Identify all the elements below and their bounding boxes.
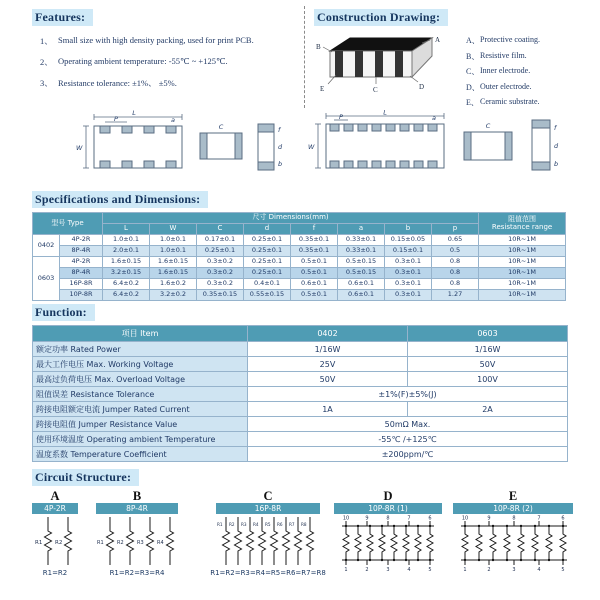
spec-cell: 0.3±0.1 [385, 279, 432, 290]
function-row [33, 447, 568, 462]
legend-key: C、 [466, 67, 480, 76]
spec-row [33, 235, 566, 246]
spec-cell: 1.6±0.15 [150, 257, 197, 268]
col-header: a [338, 224, 385, 235]
legend-text: Ceramic substrate. [480, 97, 540, 106]
spec-row [33, 290, 566, 301]
pin-number: 7 [407, 515, 411, 522]
spec-row [33, 268, 566, 279]
spec-cell: 6.4±0.2 [103, 279, 150, 290]
resistor-label: R2 [55, 540, 63, 546]
spec-cell: 0.5±0.15 [338, 257, 385, 268]
spec-cell: 0.55±0.15 [244, 290, 291, 301]
function-row [33, 372, 568, 387]
resistor-label: R2 [229, 522, 235, 527]
dim-label-C: C [485, 122, 491, 130]
pin-number: 10 [342, 515, 350, 522]
feature-item [32, 77, 300, 89]
features-section [32, 8, 300, 89]
spec-cell: 0.25±0.1 [197, 246, 244, 257]
function-value: 100V [408, 372, 568, 387]
col-header: b [385, 224, 432, 235]
function-row [33, 357, 568, 372]
spec-cell: 0.17±0.1 [197, 235, 244, 246]
feature-number: 1、 [40, 36, 53, 46]
function-row [33, 342, 568, 357]
pin-number: 9 [365, 515, 369, 522]
circuit-diagram-10p-8r-1 [334, 514, 442, 572]
spec-type-cell: 8P-4R [60, 246, 103, 257]
spec-cell: 0.3±0.1 [385, 257, 432, 268]
section-divider [304, 6, 305, 108]
construction-section [314, 8, 578, 113]
resistor-label: R8 [301, 522, 307, 527]
resistor-label: R7 [289, 522, 295, 527]
circuit-diagram-16p-8r [216, 514, 320, 568]
spec-cell: 1.0±0.1 [150, 246, 197, 257]
spec-cell: 1.6±0.2 [150, 279, 197, 290]
spec-cell: 0.5±0.1 [291, 257, 338, 268]
dim-label-a: a [432, 114, 436, 122]
callout-c: C [373, 86, 378, 93]
spec-cell: 3.2±0.2 [150, 290, 197, 301]
spec-range-cell: 10R~1M [479, 235, 566, 246]
chip-construction-drawing [314, 29, 462, 93]
spec-cell: 0.6±0.1 [291, 279, 338, 290]
legend-key: A、 [466, 36, 480, 45]
pin-number: 8 [386, 515, 390, 522]
spec-cell: 0.3±0.2 [197, 257, 244, 268]
column-type-header: 10P-8R (2) [453, 503, 573, 514]
resistor-label: R1 [217, 522, 223, 527]
function-value: 50V [248, 372, 408, 387]
resistor-label: R1 [97, 540, 104, 546]
spec-cell: 0.5±0.15 [338, 268, 385, 279]
function-row [33, 432, 568, 447]
spec-cell: 0.33±0.1 [338, 246, 385, 257]
function-label: 跨接电阻额定电流 Jumper Rated Current [33, 402, 248, 417]
column-letter: A [50, 489, 60, 503]
function-row [33, 402, 568, 417]
spec-cell: 1.0±0.1 [103, 235, 150, 246]
legend-item [466, 51, 540, 62]
feature-item [32, 35, 300, 47]
pin-number: 6 [428, 515, 432, 522]
function-row [33, 417, 568, 432]
function-value: 50mΩ Max. [248, 417, 568, 432]
spec-row [33, 279, 566, 290]
function-header-row [33, 326, 568, 342]
function-value: ±1%(F)±5%(J) [248, 387, 568, 402]
col-0603-header: 0603 [408, 326, 568, 342]
column-type-header: 4P-2R [32, 503, 78, 514]
resistor-label: R1 [35, 540, 43, 546]
range-header-cell [479, 213, 566, 235]
legend-key: B、 [466, 51, 480, 61]
item-header-cell: 项目 Item [33, 326, 248, 342]
legend-text: Inner electrode. [480, 66, 531, 75]
legend-item [466, 35, 540, 46]
spec-cell: 0.3±0.1 [385, 268, 432, 279]
function-value: 2A [408, 402, 568, 417]
spec-cell: 0.25±0.1 [244, 246, 291, 257]
dimension-drawing-left [52, 108, 292, 188]
legend-text: Outer electrode. [480, 81, 532, 91]
legend-item [466, 97, 540, 108]
column-letter: C [263, 489, 273, 503]
dim-label-P: P [114, 115, 118, 123]
circuit-structure-section [32, 468, 580, 577]
construction-title: Construction Drawing: [314, 9, 448, 26]
legend-item [466, 66, 540, 77]
dimension-drawing-right [298, 108, 570, 188]
callout-a: A [435, 36, 441, 44]
pin-number: 8 [512, 515, 516, 522]
resistor-label: R4 [253, 522, 259, 527]
circuit-column-a [32, 489, 78, 577]
function-value: ±200ppm/℃ [248, 447, 568, 462]
legend-key: D、 [466, 82, 480, 92]
column-type-header: 10P-8R (1) [334, 503, 442, 514]
dim-label-b: b [278, 160, 283, 168]
function-label: 额定功率 Rated Power [33, 342, 248, 357]
function-label: 阻值误差 Resistance Tolerance [33, 387, 248, 402]
dim-label-d: d [278, 143, 283, 151]
circuit-diagram-8p-4r [96, 514, 178, 568]
pin-number: 6 [561, 515, 565, 522]
col-header: p [432, 224, 479, 235]
pin-number: 10 [461, 515, 469, 522]
column-letter: B [132, 489, 142, 503]
col-header: d [244, 224, 291, 235]
pin-number: 3 [386, 567, 390, 572]
pin-number: 4 [537, 567, 541, 572]
spec-cell: 0.15±0.1 [385, 246, 432, 257]
spec-cell: 6.4±0.2 [103, 290, 150, 301]
spec-range-cell: 10R~1M [479, 279, 566, 290]
dim-label-P: P [339, 113, 343, 121]
spec-cell: 1.6±0.15 [150, 268, 197, 279]
spec-type-cell: 4P-2R [60, 235, 103, 246]
feature-item [32, 56, 300, 68]
spec-cell: 0.15±0.05 [385, 235, 432, 246]
column-letter: E [508, 489, 518, 503]
dim-label-L: L [383, 108, 387, 117]
pin-number: 9 [487, 515, 491, 522]
dim-label-d: d [554, 142, 559, 150]
resistor-label: R5 [265, 522, 271, 527]
pin-number: 4 [407, 567, 411, 572]
function-row [33, 387, 568, 402]
feature-text: Operating ambient temperature: -55℃ ~ +125℃. [58, 56, 228, 66]
spec-cell: 0.5 [432, 246, 479, 257]
specifications-title: Specifications and Dimensions: [32, 191, 208, 208]
legend-text: Protective coating. [480, 35, 540, 44]
range-header-cn: 阻值范围 [508, 214, 537, 223]
spec-cell: 0.35±0.15 [197, 290, 244, 301]
spec-range-cell: 10R~1M [479, 257, 566, 268]
spec-cell: 0.8 [432, 268, 479, 279]
circuit-column-d [334, 489, 442, 573]
range-header-en: Resistance range [491, 222, 553, 231]
feature-text: Small size with high density packing, used for print PCB. [58, 35, 254, 45]
spec-cell: 1.27 [432, 290, 479, 301]
size-cell: 0402 [33, 235, 60, 257]
dimensions-header-cell: 尺寸 Dimensions(mm) [103, 213, 479, 224]
resistor-label: R6 [277, 522, 283, 527]
spec-range-cell: 10R~1M [479, 268, 566, 279]
circuit-diagram-10p-8r-2 [453, 514, 573, 572]
function-value: 1A [248, 402, 408, 417]
legend-key: E、 [466, 98, 479, 107]
dim-label-a: a [171, 116, 175, 124]
spec-cell: 0.33±0.1 [338, 235, 385, 246]
dim-label-C: C [218, 123, 224, 131]
spec-cell: 0.6±0.1 [338, 290, 385, 301]
spec-cell: 0.25±0.1 [244, 235, 291, 246]
spec-cell: 2.0±0.1 [103, 246, 150, 257]
spec-cell: 0.3±0.2 [197, 268, 244, 279]
specifications-section [32, 190, 572, 301]
legend-text: Resistive film. [480, 50, 527, 60]
specifications-table [32, 212, 566, 301]
circuit-column-e [453, 489, 573, 573]
circuit-formula: R1=R2=R3=R4 [109, 569, 165, 577]
circuit-column-c [210, 489, 326, 577]
callout-d: D [419, 83, 425, 91]
spec-cell: 0.5±0.1 [291, 290, 338, 301]
spec-cell: 3.2±0.15 [103, 268, 150, 279]
resistor-label: R3 [137, 540, 144, 546]
pin-number: 1 [463, 567, 467, 572]
resistor-label: R4 [157, 540, 164, 546]
col-header: f [291, 224, 338, 235]
spec-cell: 0.25±0.1 [244, 257, 291, 268]
feature-text: Resistance tolerance: ±1%、 ±5%. [58, 78, 177, 88]
feature-number: 3、 [40, 78, 53, 88]
function-table [32, 325, 568, 462]
spec-type-cell: 16P-8R [60, 279, 103, 290]
circuit-formula: R1=R2 [42, 569, 68, 577]
function-label: 最大工作电压 Max. Working Voltage [33, 357, 248, 372]
pin-number: 7 [537, 515, 541, 522]
spec-type-cell: 8P-4R [60, 268, 103, 279]
function-label: 最高过负荷电压 Max. Overload Voltage [33, 372, 248, 387]
circuit-column-b [96, 489, 178, 577]
col-header: W [150, 224, 197, 235]
resistor-label: R2 [117, 540, 124, 546]
pin-number: 2 [365, 567, 369, 572]
construction-legend [466, 35, 540, 113]
circuit-columns [32, 489, 580, 577]
function-value: 1/16W [248, 342, 408, 357]
spec-cell: 0.35±0.1 [291, 246, 338, 257]
dim-label-b: b [554, 160, 559, 168]
function-title: Function: [32, 304, 95, 321]
spec-cell: 0.8 [432, 257, 479, 268]
spec-cell: 1.0±0.1 [150, 235, 197, 246]
circuit-structure-title: Circuit Structure: [32, 469, 139, 486]
spec-cell: 0.3±0.1 [385, 290, 432, 301]
function-value: 25V [248, 357, 408, 372]
column-letter: D [383, 489, 393, 503]
dim-label-W: W [308, 143, 315, 151]
col-header: L [103, 224, 150, 235]
spec-row [33, 246, 566, 257]
dim-label-f: f [554, 124, 557, 132]
pin-number: 2 [487, 567, 491, 572]
spec-header-row [33, 213, 566, 224]
spec-cell: 0.4±0.1 [244, 279, 291, 290]
legend-item [466, 82, 540, 93]
col-0402-header: 0402 [248, 326, 408, 342]
spec-cell: 0.5±0.1 [291, 268, 338, 279]
spec-cell: 0.3±0.2 [197, 279, 244, 290]
pin-number: 5 [561, 567, 565, 572]
function-label: 温度系数 Temperature Coefficient [33, 447, 248, 462]
function-section [32, 303, 572, 462]
feature-number: 2、 [40, 57, 53, 67]
dim-label-W: W [76, 144, 83, 152]
column-type-header: 8P-4R [96, 503, 178, 514]
type-header-cell: 型号 Type [33, 213, 103, 235]
spec-cell: 0.65 [432, 235, 479, 246]
pin-number: 1 [344, 567, 348, 572]
function-value: 50V [408, 357, 568, 372]
callout-b: B [316, 43, 321, 51]
spec-row [33, 257, 566, 268]
spec-range-cell: 10R~1M [479, 290, 566, 301]
spec-cell: 0.35±0.1 [291, 235, 338, 246]
spec-type-cell: 10P-8R [60, 290, 103, 301]
circuit-diagram-4p-2r [32, 514, 78, 568]
pin-number: 5 [428, 567, 432, 572]
col-header: C [197, 224, 244, 235]
pin-number: 3 [512, 567, 516, 572]
circuit-formula: R1=R2=R3=R4=R5=R6=R7=R8 [210, 569, 326, 577]
features-title: Features: [32, 9, 93, 26]
dim-label-f: f [278, 126, 281, 134]
spec-cell: 0.25±0.1 [244, 268, 291, 279]
spec-cell: 0.6±0.1 [338, 279, 385, 290]
spec-cell: 1.6±0.15 [103, 257, 150, 268]
resistor-label: R3 [241, 522, 247, 527]
function-label: 使用环境温度 Operating ambient Temperature [33, 432, 248, 447]
callout-e: E [320, 85, 325, 93]
function-value: -55℃ /+125℃ [248, 432, 568, 447]
spec-range-cell: 10R~1M [479, 246, 566, 257]
function-label: 跨接电阻值 Jumper Resistance Value [33, 417, 248, 432]
dim-label-L: L [132, 109, 136, 117]
spec-type-cell: 4P-2R [60, 257, 103, 268]
function-value: 1/16W [408, 342, 568, 357]
column-type-header: 16P-8R [216, 503, 320, 514]
spec-cell: 0.8 [432, 279, 479, 290]
construction-body [314, 29, 578, 113]
size-cell: 0603 [33, 257, 60, 301]
